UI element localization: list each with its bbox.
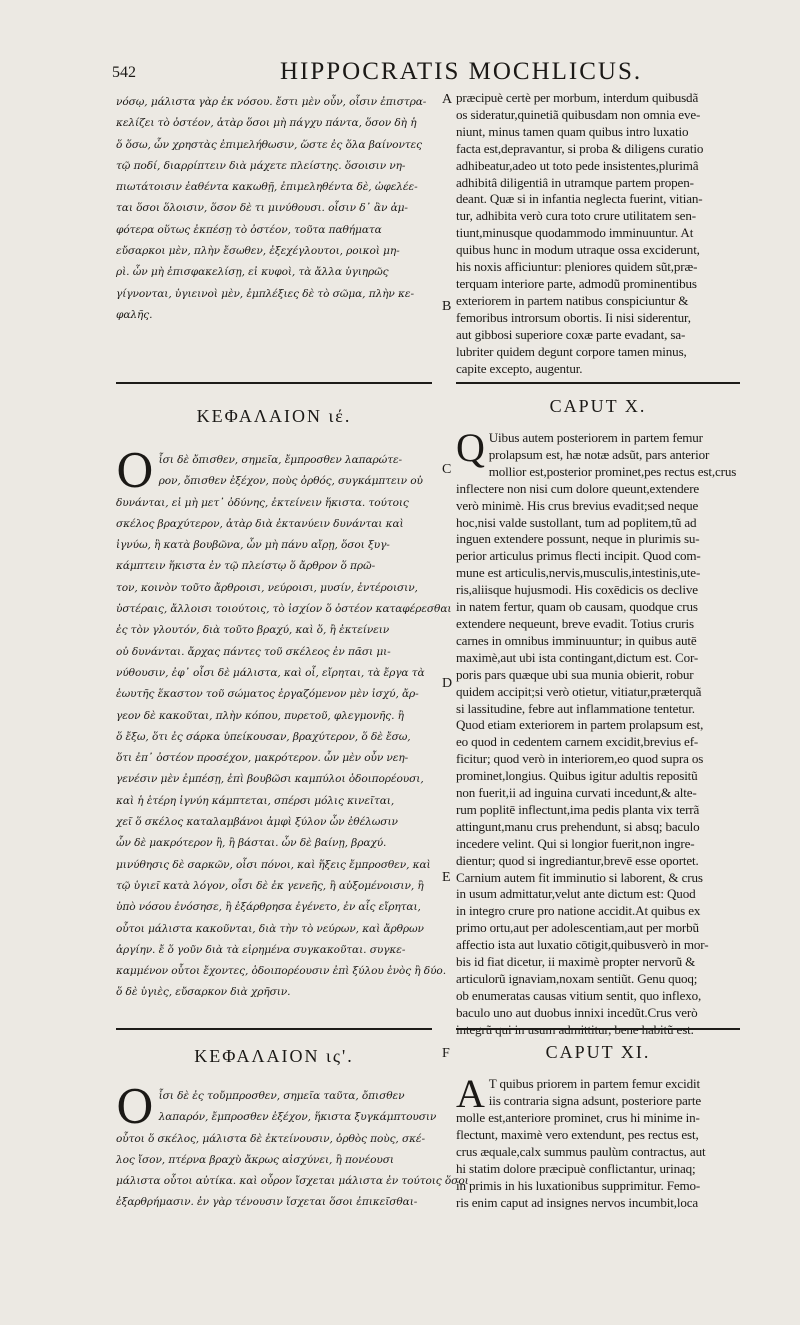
text-line: ficitur; quod verò in interiorem,eo quod supra os: [456, 751, 704, 767]
text-line: mollior est,posterior prominet,pes rectus est,crus: [488, 463, 737, 479]
text-line: καὶ ἡ ἑτέρη ἰγνύη κάμπτεται, σπέρσι μόλις κινεῖται,: [116, 794, 395, 807]
text-line: Uibus autem posteriorem in partem femur: [488, 430, 703, 445]
text-line: φότερα οὕτως ἐκπέσῃ τὸ ὀστέον, τοῦτα παθήματα: [116, 223, 382, 236]
text-line: κάμπτειν ἥκιστα ἐν τῷ πλείστῳ ὅ ἄρθρον ὅ πρῶ-: [116, 560, 376, 573]
text-line: ρον, ὄπισθεν ἐξέχον, ποὺς ὀρθός, συγκάμπτειν οὐ: [158, 475, 423, 488]
latin-drop-initial: Q: [456, 425, 485, 470]
text-line: ἐξαρθρήμασιν. ἐν γὰρ τένουσιν ἴσχεται ὅσοι ἐπικεῖσθαι-: [116, 1196, 418, 1209]
greek-column-section1: [116, 444, 452, 999]
text-line: adhibitâ diligentiâ in utramque partem propen-: [456, 174, 694, 190]
text-line: ὅ ὅσω, ὧν χρηστὰς ἐπιμελήθωσιν, ὥστε ἐς ὅλα βαίνοντες: [116, 138, 422, 151]
text-line: κελίζει τὸ ὀστέον, ἀτὰρ ὅσοι μὴ πάγχυ πάντα, ὅσον δὴ ἡ: [116, 117, 417, 130]
text-line: attingunt,manu crus prehendunt, si absq; baculo: [456, 818, 700, 834]
text-line: εὔσαρκοι μὲν, πλὴν ἔσωθεν, ἐξεχέγλουτοι, ροικοὶ μη-: [116, 245, 400, 258]
text-line: carnes in omnibus imminuuntur; in quibus autē: [456, 632, 697, 648]
text-line: πιωτάτοισιν ἐαθέντα κακωθῇ, ἐπιμεληθέντα δὲ, ὠφελέε-: [116, 181, 418, 194]
text-line: præcipuè certè per morbum, interdum quibusdã: [456, 90, 699, 105]
text-line: μάλιστα οὗτοι αὐτίκα. καὶ οὖρον ἴσχεται μάλιστα ἐν τούτοις ὅσοι: [116, 1175, 469, 1188]
text-line: facta est,depravantur, si proba & diligens curatio: [456, 140, 704, 156]
text-line: mune est articulis,nervis,musculis,intestinis,ute-: [456, 565, 701, 581]
text-line: ται ὅσοι ὅλοισιν, ὅσον δὲ τι μινύθουσι. οἷσιν δ᾽ ἂν ἀμ-: [116, 202, 408, 215]
text-line: niunt, minus tamen quam quibus intro luxatio: [456, 123, 689, 139]
text-line: οὗτοι ὅ σκέλος, μάλιστα δὲ ἐκτείνουσιν, ὀρθὸς ποὺς, σκέ-: [116, 1132, 426, 1145]
greek-column-section2: [116, 1080, 469, 1216]
text-line: νύθουσιν, ἐφ᾽ οἷσι δὲ μάλιστα, καὶ οἷ, εἴρηται, τὰ ἔργα τὰ: [116, 666, 425, 679]
margin-letter-a: A: [442, 92, 453, 107]
greek-first-paragraph-2: [116, 1080, 438, 1134]
text-line: his noxis afficiuntur: pleniores quidem sũt,præ-: [456, 259, 698, 275]
text-line: Quod etiam exteriorem in partem prolapsum est,: [456, 717, 704, 733]
text-line: adhibeatur,adeo ut toto pede insistentes,plurimâ: [456, 157, 699, 173]
text-line: ἰγνύω, ἢ κατὰ βουβῶνα, ὧν μὴ πάνυ αἴρῃ, ὅσοι ξυγ-: [116, 539, 390, 552]
text-line: [456, 1022, 796, 1039]
text-line: dientur; quod si ingrediantur,brevē esse oportet.: [456, 852, 699, 868]
text-line: οὐ δυνάνται. ἄρχας πάντες τοῦ σκέλεος ἐν πᾶσι μι-: [116, 645, 391, 658]
text-line: perior articulus primus flecti incipit. Quod com-: [456, 548, 701, 564]
latin-column-section1: [456, 425, 796, 1045]
text-line: οὗτοι μάλιστα κακοῦνται, διὰ τὴν τὸ νεύρων, καὶ ἄρθρων: [116, 922, 424, 935]
margin-letter-e: E: [442, 870, 451, 885]
text-line: prolapsum est, hæ notæ adsũt, pars anterior: [488, 446, 710, 462]
text-line: eo quod in cedentem carnem excidit,brevius ef-: [456, 734, 699, 750]
text-line: ὑπὸ νόσου ἐνόσησε, ἢ ἐξάρθρησα ἐγένετο, ἐν αἷς εἴρηται,: [116, 901, 421, 914]
text-line: quidem accipit;si verò otietur, vitiatur,præterquã: [456, 683, 702, 699]
text-line: ὑστέραις, ἄλλοισι τοιούτοις, τὸ ἰσχίον ὅ ὀστέον καταφέρεσθαι: [116, 603, 452, 616]
text-line: incedere velint. Qui si longior fuerit,non ingre-: [456, 835, 695, 851]
text-line: ὅτι ἐπ᾽ ὀστέον προσέχον, μακρότερον. ὧν μὲν οὖν νεη-: [116, 752, 409, 765]
text-line: γίγνονται, ὑγιεινοὶ μὲν, ἐμπλέξιες δὲ τὸ σῶμα, πλὴν κε-: [116, 287, 414, 300]
greek-drop-initial-2: Ο: [116, 1080, 154, 1134]
text-line: rum poplitē inflectunt,ima pedis planta vix terrã: [456, 801, 700, 817]
text-line: φαλῆς.: [116, 308, 153, 321]
text-line: non fuerit,ii ad inguina curvati incedunt,& alte-: [456, 785, 697, 801]
latin-chapter-heading-2: CAPUT XI.: [545, 1042, 651, 1062]
greek-chapter-heading-2: ΚΕΦΑΛΑΙΟΝ ις'.: [194, 1046, 354, 1066]
text-line: γενέσιν μὲν ἐμπέσῃ, ἐπὶ βουβῶσι καμπύλοι ὁδοιπορέουσι,: [116, 773, 424, 786]
greek-first-paragraph: [116, 444, 438, 514]
text-line: μινύθησις δὲ σαρκῶν, οἷσι πόνοι, καὶ ἥξεις ἔμπροσθεν, καὶ: [116, 858, 431, 871]
latin-drop-initial-2: A: [456, 1071, 485, 1116]
text-line: ἐς τὸν γλουτόν, διὰ τοῦτο βραχύ, καὶ ὅ, ἢ ἐκτείνειν: [116, 624, 390, 637]
text-line: capite excepto, augentur.: [456, 360, 583, 376]
latin-chapter-heading-1: CAPUT X.: [549, 396, 647, 416]
text-line: σκέλος βραχύτερον, ἀτὰρ διὰ ἐκτανύειν δυνάνται καὶ: [116, 517, 404, 530]
text-line: prominet,longius. Quibus igitur adultis repositũ: [456, 768, 698, 784]
text-line: ἑωυτῆς ἕκαστον τοῦ σώματος ἐργαζόμενον μὲν ἰσχύ, ἄρ-: [116, 688, 419, 701]
text-line: iis contraria signa adsunt, posteriore parte: [488, 1092, 702, 1108]
divider-rule-left-2: [116, 1028, 432, 1030]
text-line: hi statim dolore præcipuè conflictantur, urinaq;: [456, 1160, 696, 1176]
text-line: ρὶ. ὧν μὴ ἐπισφακελίσῃ, εἰ κυφοὶ, τὰ ἄλλα ὑγιηρῶς: [116, 266, 389, 279]
margin-letter-c: C: [442, 462, 452, 477]
text-line: τον, κοινὸν τοῦτο ἄρθροισι, νεύροισι, μυσίν, ἐντέροισιν,: [116, 581, 418, 594]
greek-drop-initial: Ο: [116, 444, 154, 498]
text-line: hoc,nisi valde sustollant, tum ad poplitem,tũ ad: [456, 514, 697, 530]
text-line: femoribus introrsum obortis. Ii nisi siderentur,: [456, 309, 691, 325]
divider-rule-right-1: [456, 382, 740, 384]
text-line: baculo uno aut duobus innixi incedũt.Crus verò: [456, 1004, 698, 1020]
text-line: δυνάνται, εἰ μὴ μετ᾽ ὀδύνης, ἐκτείνειν ἥκιστα. τούτοις: [116, 496, 409, 509]
text-line: ἀργίην. ἔ ὅ γοῦν διὰ τὰ εἰρημένα συγκακοῦται. συγκε-: [116, 943, 406, 956]
text-line: tur, adhibita verò cura toto crure utilitatem sen-: [456, 208, 696, 224]
text-line: bis id fiat dicetur, ii maximè propter nervorũ &: [456, 954, 696, 970]
text-line: ris,aliisque hujusmodi. His coxēdicis os declive: [456, 582, 698, 598]
text-line: affectio ista aut luxatio cōtigit,quibusverò in mor-: [456, 937, 709, 953]
text-line: ὧν δὲ μακρότερον ἢ, ἢ βάσται. ὧν δὲ βαίνῃ, βραχύ.: [116, 837, 387, 850]
text-line: deant. Quæ si in infantia neglecta fuerint, vitian-: [456, 191, 703, 207]
text-line: λος ἴσον, πτέρνα βραχὺ ἄκρως αἰσχύνει, ἢ πονέουσι: [116, 1153, 394, 1166]
divider-rule-left-1: [116, 382, 432, 384]
text-line: τῷ ὑγιεῖ κατὰ λόγον, οἷσι δὲ ἐκ γενεῆς, ἢ αὐξομένοισιν, ἢ: [116, 879, 424, 892]
text-line: τῷ ποδί, διαρρίπτειν διὰ μάχετε πλείστης. ὅσοισιν νη-: [116, 159, 406, 172]
text-line: primo ortu,aut per adolescentiam,aut per morbũ: [456, 920, 699, 936]
text-line: ὅ δὲ ὑγιὲς, εὔσαρκον διὰ χρῆσιν.: [116, 986, 291, 999]
text-line: ἷσι δὲ ὄπισθεν, σημεῖα, ἔμπροσθεν λαπαρώτε-: [158, 454, 403, 466]
margin-letter-f: F: [442, 1046, 450, 1061]
text-line: maximè,aut ubi ista contingant,dictum est. Cor-: [456, 649, 699, 665]
text-line: verò minimè. His crus brevius evadit;sed neque: [456, 497, 699, 513]
running-title: HIPPOCRATIS MOCHLICUS.: [280, 58, 643, 85]
text-line: ob enumeratas causas vitium sentit, quo inflexo,: [456, 987, 702, 1003]
text-line: poris pars quæque ubi sua munia obierit, robur: [456, 666, 694, 682]
divider-rule-right-2: [456, 1028, 740, 1030]
text-line: γεον δὲ κακοῦται, πλὴν κόπου, πυρετοῦ, φλεγμονῆς. ἢ: [116, 709, 404, 722]
text-line: νόσῳ, μάλιστα γὰρ ἐκ νόσου. ἔστι μὲν οὖν, οἷσιν ἐπιστρα-: [116, 96, 427, 108]
running-header: [112, 58, 792, 90]
text-line: in primis in his luxationibus supprimitur. Femo-: [456, 1177, 701, 1193]
text-line: in integro crure pro natione accidit.At quibus ex: [456, 903, 701, 919]
text-line: in natem fertur, quam ob causam, quodque crus: [456, 599, 698, 615]
text-line: ἷσι δὲ ἐς τοὔμπροσθεν, σημεῖα ταῦτα, ὄπισθεν: [158, 1090, 405, 1102]
latin-first-paragraph: [456, 425, 796, 481]
text-line: extendere nequeunt, breve evadit. Totius cruris: [456, 615, 694, 631]
text-line: tiunt,minusque quodammodo imminuuntur. At: [456, 225, 694, 241]
text-line: articulorũ ignaviam,noxam sentiũt. Genu quoq;: [456, 971, 698, 986]
text-line: terquam interiore parte, admodũ prominentibus: [456, 275, 697, 291]
text-line: si lassitudine, febre aut inflammatione tentetur.: [456, 700, 695, 716]
margin-letter-b: B: [442, 299, 452, 314]
page-number: 542: [112, 64, 136, 81]
text-line: exteriorem in partem natibus conspiciuntur &: [456, 292, 689, 308]
text-line: flectunt, maximè vero extendunt, pes rectus est,: [456, 1126, 699, 1142]
text-line: T quibus priorem in partem femur excidit: [488, 1076, 700, 1091]
text-line: inflectere non nisi cum dolore queunt,extendere: [456, 480, 700, 496]
text-line: λαπαρόν, ἔμπροσθεν ἐξέχον, ἥκιστα ξυγκάμπτουσιν: [158, 1111, 437, 1124]
text-line: ris enim caput ad insignes nervos incumbit,loca: [456, 1194, 699, 1210]
text-line: Carnium autem fit imminutio si laborent, & crus: [456, 869, 703, 885]
text-line: in usum admittatur,velut ante dictum est: Quod: [456, 886, 696, 902]
latin-column-top: [456, 90, 796, 380]
greek-chapter-heading-1: ΚΕΦΑΛΑΙΟΝ ιέ.: [196, 406, 352, 426]
latin-column-section2: [456, 1071, 796, 1226]
text-line: inguen extendere possunt, neque in plurimis su-: [456, 531, 700, 547]
text-line: lubriter quidem degunt corpore tamen minus,: [456, 343, 687, 359]
text-line: os sideratur,quinetiã quibusdam non omnia eve-: [456, 106, 701, 122]
text-line: καμμένον οὗτοι ἔχοντες, ὁδοιπορέουσιν ἐπὶ ξύλου ἑνὸς ἢ δύο.: [116, 965, 446, 978]
text-line: quibus hunc in modum utraque ossa exciderunt,: [456, 242, 700, 258]
greek-column-top: [116, 92, 438, 358]
text-line: crus æquale,calx summus paulùm contractus, aut: [456, 1143, 706, 1159]
margin-letter-d: D: [442, 676, 453, 691]
text-line: aut gibbosi superiore coxæ parte evadant, sa-: [456, 326, 686, 342]
text-line: χεῖ ὅ σκέλος καταλαμβάνοι ἀμφὶ ξύλον ὧν ἐθέλωσιν: [116, 816, 398, 829]
text-line: ὅ ἔξω, ὅτι ἐς σάρκα ὑπείκουσαν, βραχύτερον, ὅ δὲ ἔσω,: [116, 730, 411, 743]
latin-first-paragraph-2: [456, 1071, 796, 1116]
text-line: molle est,anteriore prominet, crus hi minime in-: [456, 1110, 700, 1125]
